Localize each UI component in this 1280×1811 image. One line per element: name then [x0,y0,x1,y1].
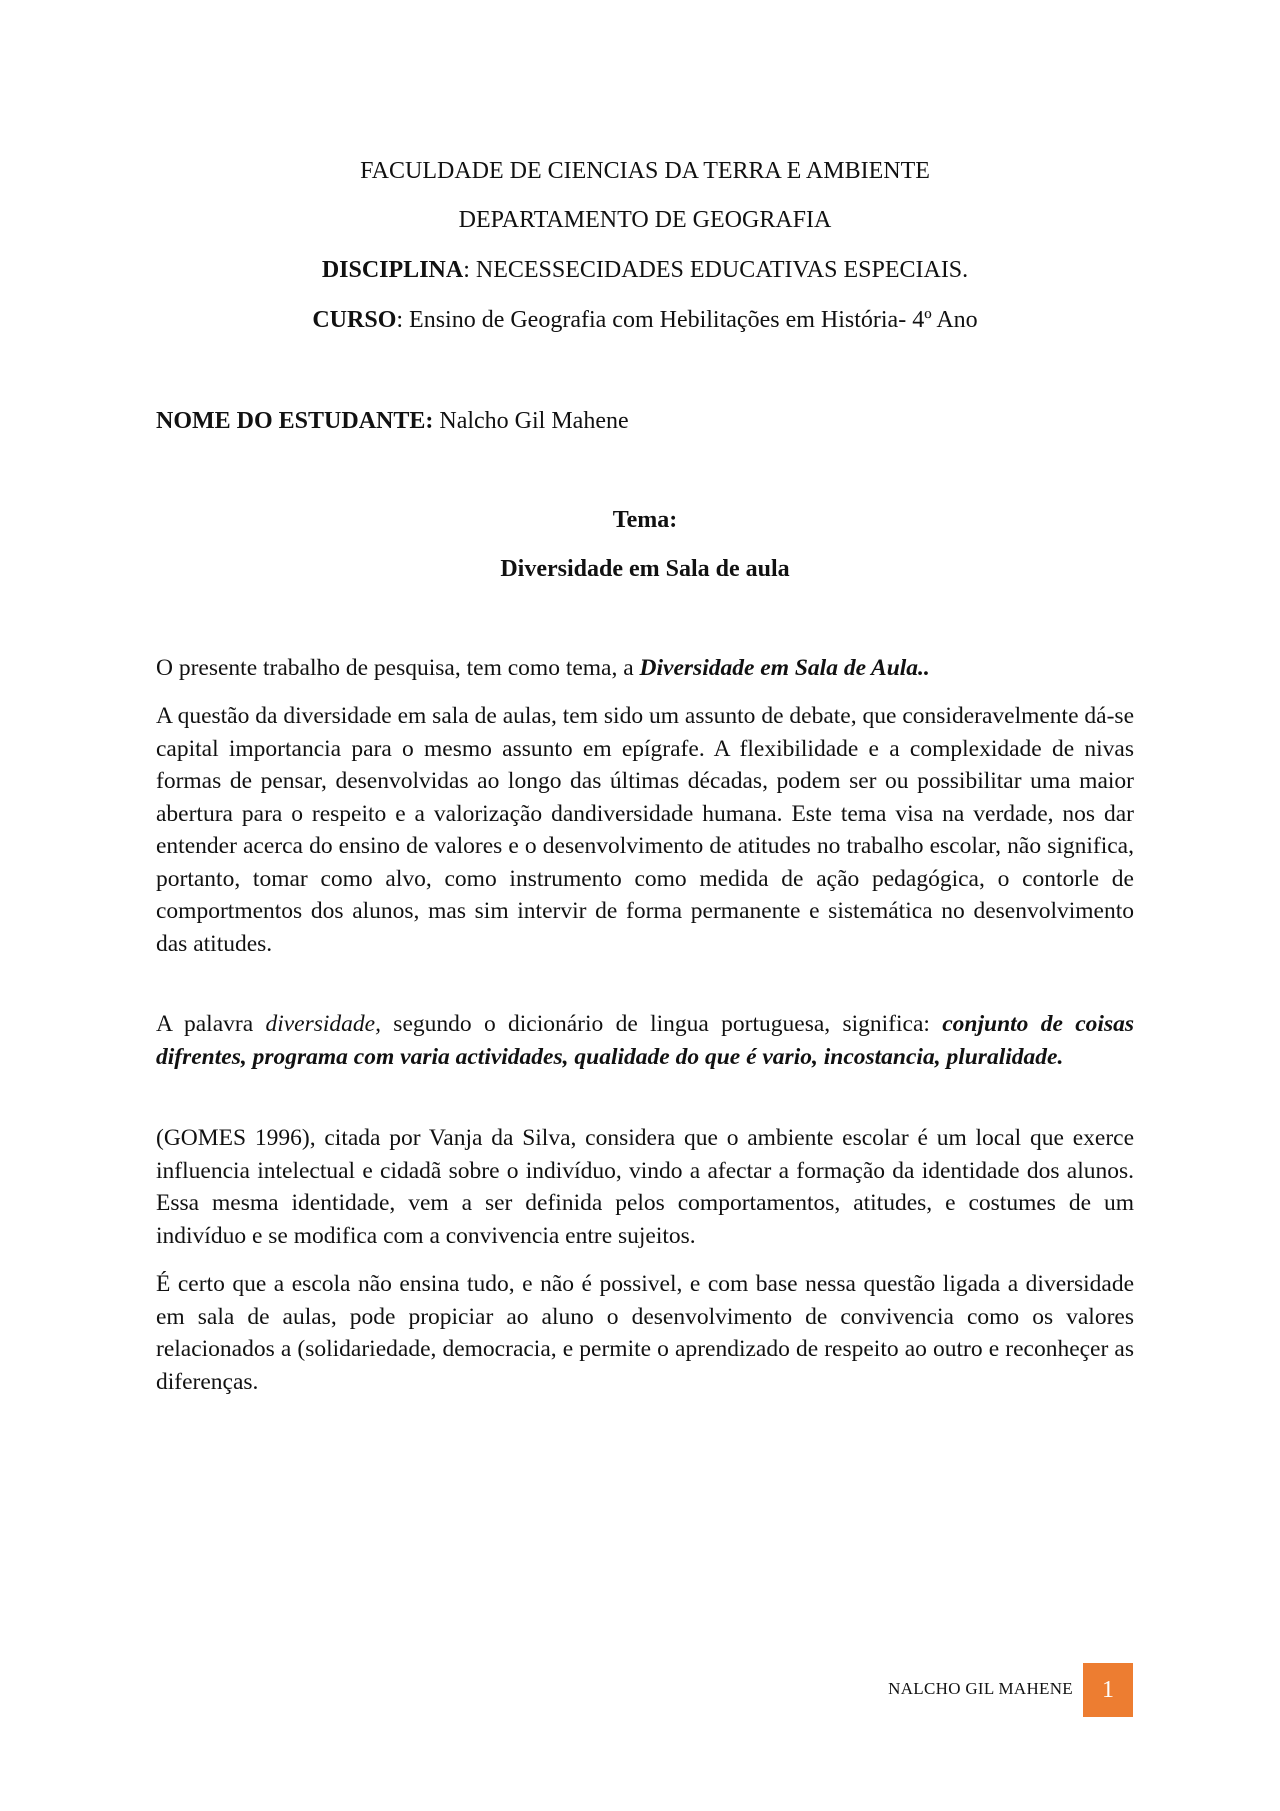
course-label: CURSO [312,307,397,333]
course-value: : Ensino de Geografia com Hebilitações em História- 4º Ano [396,307,978,333]
definition-mid: segundo o dicionário de lingua portuguesa, significa: [380,1011,943,1037]
course-line [156,305,1134,335]
definition-start: A palavra [156,1011,266,1037]
definition-word: diversidade, [265,1011,381,1037]
student-name: Nalcho Gil Mahene [433,408,629,434]
footer-author: NALCHO GIL MAHENE [888,1679,1073,1698]
discipline-value: : NECESSECIDADES EDUCATIVAS ESPECIAIS. [463,257,969,283]
paragraph-definition [156,1008,1134,1073]
definition-text: conjunto de coisas difrentes, programa com varia actividades, qualidade do que é vario, incostancia, pluralidade. [156,1011,1134,1070]
student-label: NOME DO ESTUDANTE: [156,408,434,434]
paragraph-diversity-question: A questão da diversidade em sala de aulas, tem sido um assunto de debate, que consideravelmente dá-se capital importancia para o mesmo assunto em epígrafe. A flexibilidade e a complexidade de nivas formas de pensar, desenvolvidas ao longo das últimas décadas, podem ser ou possibilitar uma maior abertura para o respeito e a valorização dandiversidade humana. Este tema visa na verdade, nos dar entender acerca do ensino de valores e o desenvolvimento de atitudes no trabalho escolar, não significa, portanto, tomar como alvo, como instrumento como medida de ação pedagógica, o contorle de comportmentos dos alunos, mas sim intervir de forma permanente e sistemática no desenvolvimento das atitudes. [156,703,1134,957]
department-heading: DEPARTAMENTO DE GEOGRAFIA [458,207,832,233]
theme-title: Diversidade em Sala de aula [500,556,790,582]
intro-emphasis: Diversidade em Sala de Aula.. [639,655,930,681]
paragraph-school: É certo que a escola não ensina tudo, e não é possivel, e com base nessa questão ligada a diversidade em sala de aulas, pode propiciar ao aluno o desenvolvimento de convivencia como os valores relacionados a (solidariedade, democracia, e permite o aprendizado de respeito ao outro e reconheçer as diferenças. [156,1271,1134,1395]
faculty-heading: FACULDADE DE CIENCIAS DA TERRA E AMBIENTE [360,158,930,184]
theme-label: Tema: [612,507,678,533]
discipline-line [156,255,1134,285]
discipline-label: DISCIPLINA [321,257,464,283]
intro-text: O presente trabalho de pesquisa, tem como tema, a [156,655,640,681]
paragraph-gomes: (GOMES 1996), citada por Vanja da Silva, considera que o ambiente escolar é um local que exerce influencia intelectual e cidadã sobre o indivíduo, vindo a afectar a formação da identidade dos alunos. Essa mesma identidade, vem a ser definida pelos comportamentos, atitudes, e costumes de um indivíduo e se modifica com a convivencia entre sujeitos. [156,1125,1134,1249]
intro-paragraph [156,652,1134,685]
page-number-badge: 1 [1083,1663,1133,1717]
student-line [156,406,629,436]
